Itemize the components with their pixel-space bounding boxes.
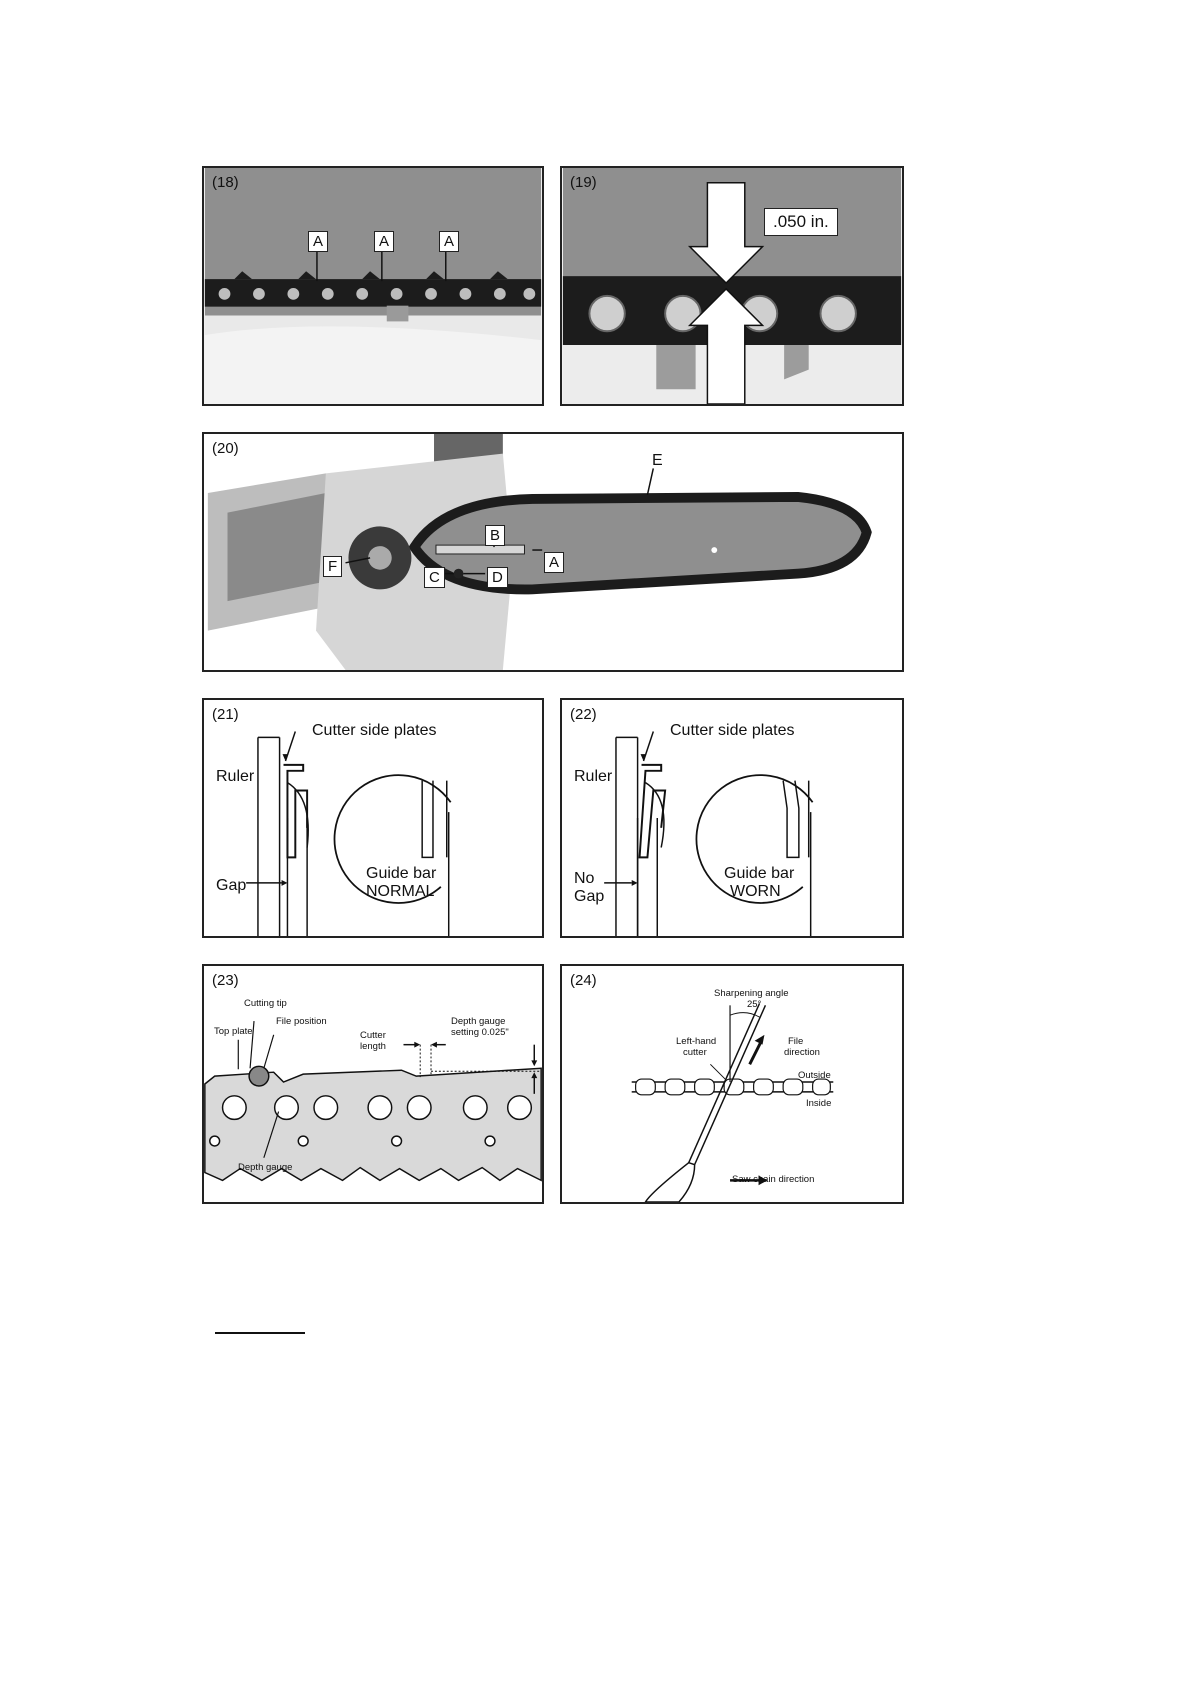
figure-number: (18) — [212, 174, 239, 191]
label-a: A — [544, 552, 564, 573]
label-b: B — [485, 525, 505, 546]
label-a-1: A — [308, 231, 328, 252]
file-direction-label-2: direction — [784, 1047, 820, 1058]
gauge-closeup-photo — [562, 168, 902, 404]
no-gap-label-line2: Gap — [574, 888, 605, 905]
cutter-side-plates-label: Cutter side plates — [312, 722, 437, 739]
guide-bar-label: Guide bar — [366, 865, 437, 882]
cutting-tip-label: Cutting tip — [244, 998, 287, 1009]
label-a-2: A — [374, 231, 394, 252]
figure-24 — [560, 964, 904, 1204]
figure-number: (21) — [212, 706, 239, 723]
guide-bar-label: Guide bar — [724, 865, 795, 882]
depth-setting-label-2: setting 0.025" — [451, 1027, 509, 1038]
guide-bar-state-label: WORN — [730, 883, 781, 900]
chain-closeup-photo — [204, 168, 542, 404]
file-position-label: File position — [276, 1016, 327, 1027]
left-hand-cutter-label-1: Left-hand — [676, 1036, 717, 1047]
label-f: F — [323, 556, 342, 577]
figure-22 — [560, 698, 904, 938]
file-direction-label-1: File — [788, 1036, 804, 1047]
ruler-label: Ruler — [574, 768, 613, 785]
label-d: D — [487, 567, 508, 588]
cutter-side-plates-label: Cutter side plates — [670, 722, 795, 739]
no-gap-label-line1: No — [574, 870, 595, 887]
cutter-length-label-1: Cutter — [360, 1030, 386, 1041]
cutter-length-label-2: length — [360, 1041, 386, 1052]
figure-21 — [202, 698, 544, 938]
angle-value-label: 25° — [747, 999, 762, 1010]
thickness-label: .050 in. — [764, 208, 838, 236]
figure-18 — [202, 166, 544, 406]
sharpening-angle-label: Sharpening angle — [714, 988, 789, 999]
figure-20 — [202, 432, 904, 672]
figure-number: (20) — [212, 440, 239, 457]
top-plate-label: Top plate — [214, 1026, 253, 1037]
figure-number: (22) — [570, 706, 597, 723]
section-underline — [215, 1332, 305, 1334]
sharpening-angle-diagram — [562, 966, 902, 1202]
figure-number: (24) — [570, 972, 597, 989]
depth-setting-label-1: Depth gauge — [451, 1016, 506, 1027]
figure-number: (23) — [212, 972, 239, 989]
saw-chain-direction-label: Saw chain direction — [732, 1174, 815, 1185]
ruler-label: Ruler — [216, 768, 255, 785]
inside-label: Inside — [806, 1098, 832, 1109]
figure-19 — [560, 166, 904, 406]
figure-number: (19) — [570, 174, 597, 191]
gap-label: Gap — [216, 877, 247, 894]
figure-23 — [202, 964, 544, 1204]
guide-bar-state-label: NORMAL — [366, 883, 435, 900]
label-e: E — [652, 452, 663, 469]
depth-gauge-label: Depth gauge — [238, 1162, 293, 1173]
label-c: C — [424, 567, 445, 588]
left-hand-cutter-label-2: cutter — [683, 1047, 707, 1058]
label-a-3: A — [439, 231, 459, 252]
outside-label: Outside — [798, 1070, 831, 1081]
